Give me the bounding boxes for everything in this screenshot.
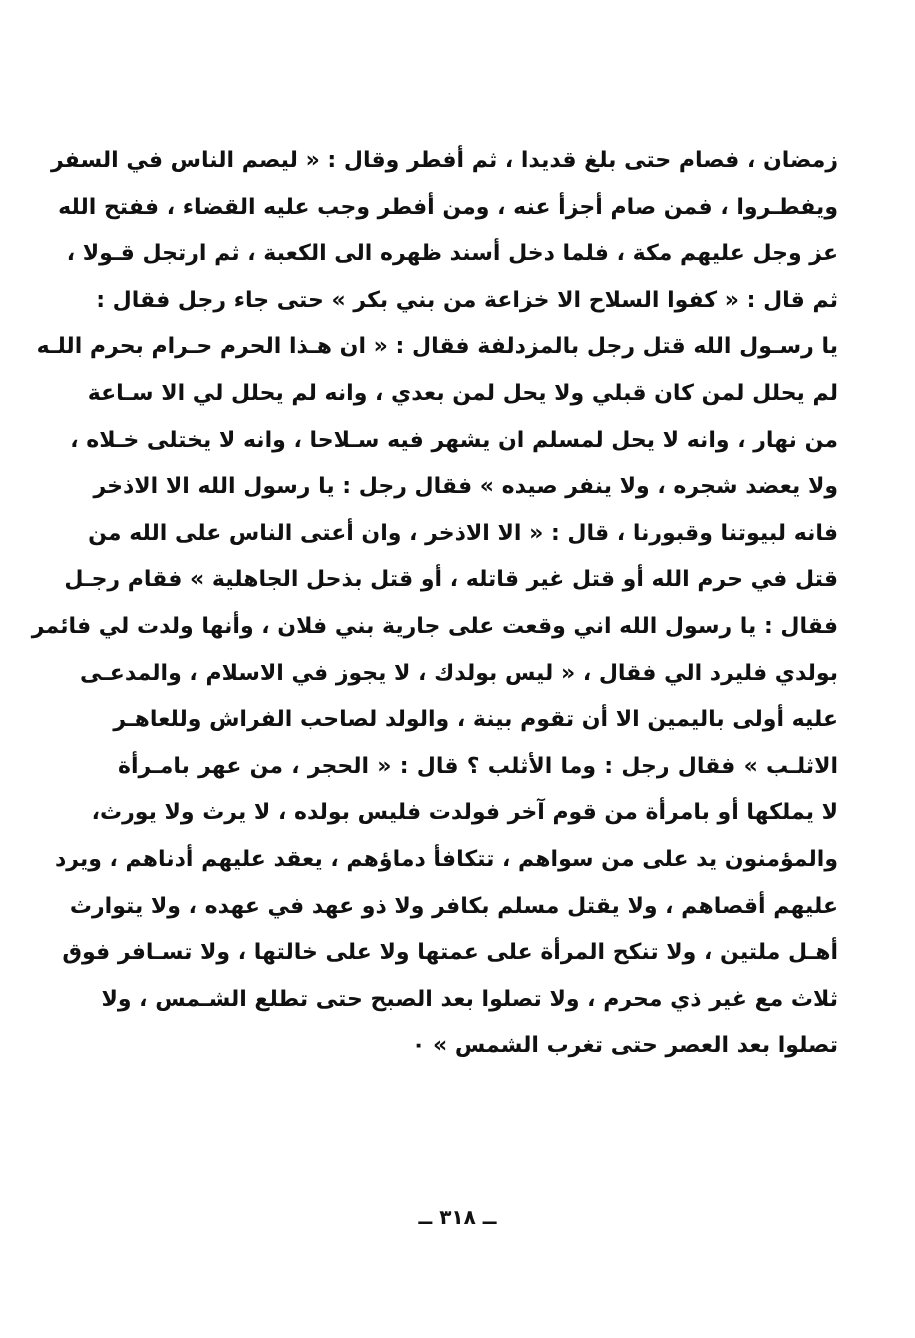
text-line: أهـل ملتين ، ولا تنكح المرأة على عمتها ولا على خالتها ، ولا تسـافر فوق [62, 940, 838, 966]
text-line: ثم قال : « كفوا السلاح الا خزاعة من بني بكر » حتى جاء رجل فقال : [96, 287, 838, 313]
text-line: زمضان ، فصام حتى بلغ قديدا ، ثم أفطر وقال : « ليصم الناس في السفر [50, 148, 838, 173]
page-number: ــ ٣١٨ ــ [418, 1205, 497, 1229]
text-line: عليه أولى باليمين الا أن تقوم بينة ، والولد لصاحب الفراش وللعاهـر [113, 707, 838, 733]
text-line: ويفطـروا ، فمن صام أجزأ عنه ، ومن أفطر وجب عليه القضاء ، ففتح الله [58, 194, 838, 220]
text-line: قتل في حرم الله أو قتل غير قاتله ، أو قتل بذحل الجاهلية » فقام رجـل [64, 567, 838, 593]
text-line-last: تصلوا بعد العصر حتى تغرب الشمس » ٠ [411, 1033, 838, 1059]
text-line: لم يحلل لمن كان قبلي ولا يحل لمن بعدي ، وانه لم يحلل لي الا سـاعة [87, 380, 838, 406]
body-text [31, 138, 838, 1070]
text-line: لا يملكها أو بامرأة من قوم آخر فولدت فليس بولده ، لا يرث ولا يورث، [91, 800, 838, 826]
text-line: فانه لبيوتنا وقبورنا ، قال : « الا الاذخر ، وان أعتى الناس على الله من [88, 520, 838, 546]
text-line: الاثلـب » فقال رجل : وما الأثلب ؟ قال : « الحجر ، من عهر بامـرأة [118, 753, 838, 779]
text-line: والمؤمنون يد على من سواهم ، تتكافأ دماؤهم ، يعقد عليهم أدناهم ، ويرد [54, 846, 838, 872]
text-line: ولا يعضد شجره ، ولا ينفر صيده » فقال رجل : يا رسول الله الا الاذخر [93, 474, 838, 500]
text-line: بولدي فليرد الي فقال ، « ليس بولدك ، لا يجوز في الاسلام ، والمدعـى [80, 660, 838, 686]
text-line: يا رسـول الله قتل رجل بالمزدلفة فقال : « ان هـذا الحرم حـرام بحرم اللـه [36, 334, 838, 360]
text-line: ثلاث مع غير ذي محرم ، ولا تصلوا بعد الصبح حتى تطلع الشـمس ، ولا [101, 986, 838, 1012]
text-line: عز وجل عليهم مكة ، فلما دخل أسند ظهره الى الكعبة ، ثم ارتجل قـولا ، [66, 241, 838, 267]
text-line: عليهم أقصاهم ، ولا يقتل مسلم بكافر ولا ذو عهد في عهده ، ولا يتوارث [69, 893, 838, 919]
text-line: من نهار ، وانه لا يحل لمسلم ان يشهر فيه سـلاحا ، وانه لا يختلى خـلاه ، [70, 427, 838, 453]
text-line: فقال : يا رسول الله اني وقعت على جارية بني فلان ، وأنها ولدت لي فائمر [31, 613, 838, 639]
